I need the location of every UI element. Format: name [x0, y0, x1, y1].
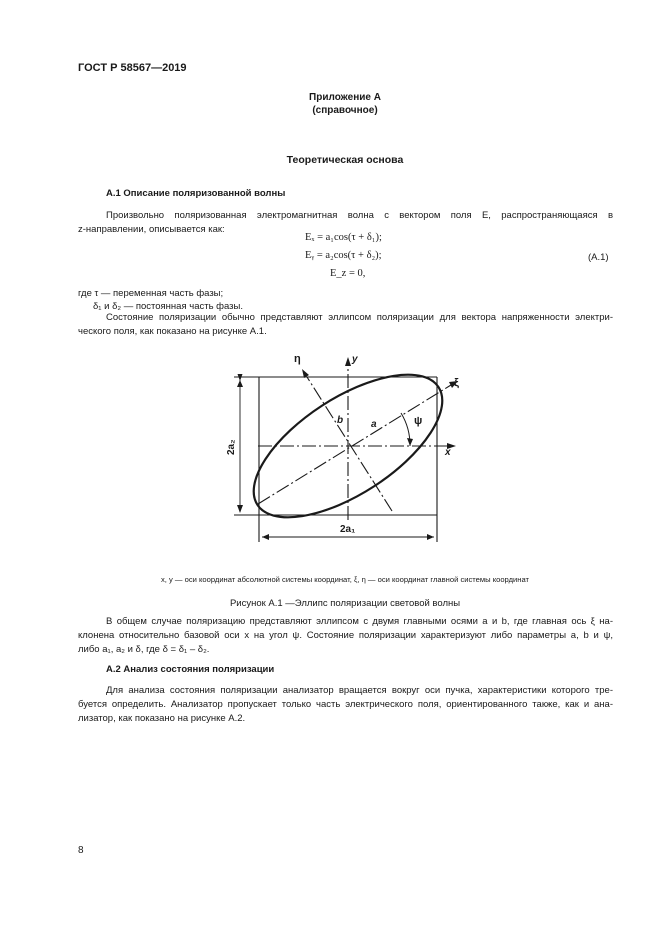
dim-2a2-arrow-top	[237, 380, 243, 387]
para3-line3: либо a₁, a₂ и δ, где δ = δ₁ – δ₂.	[78, 644, 210, 655]
y-axis-arrowhead	[345, 357, 351, 366]
a1-intro-line2: z-направлении, описывается как:	[78, 224, 225, 235]
appendix-subtitle: (справочное)	[312, 105, 378, 116]
section-a2-heading: А.2 Анализ состояния поляризации	[106, 664, 275, 675]
figure-caption: Рисунок А.1 —Эллипс поляризации световой волны	[229, 598, 461, 609]
equation-number: (А.1)	[588, 252, 609, 263]
a2-line2: буется определить. Анализатор пропускает только часть электрического поля, ориентированного также, как и ана-	[78, 699, 613, 710]
standard-header: ГОСТ Р 58567—2019	[78, 62, 187, 74]
equation-ez: E_z = 0,	[330, 268, 366, 279]
dim-2a2-arrow-bottom	[237, 505, 243, 512]
psi-arc-arrowhead	[407, 438, 413, 446]
section-title: Теоретическая основа	[286, 154, 404, 166]
label-2a1: 2a₁	[340, 524, 356, 535]
appendix-title: Приложение А	[309, 92, 381, 103]
section-a1-heading: А.1 Описание поляризованной волны	[106, 188, 286, 199]
label-eta: η	[294, 353, 301, 365]
label-xi: ξ	[454, 377, 459, 389]
label-psi: ψ	[414, 415, 423, 427]
a1-intro-line1: Произвольно поляризованная электромагнитная волна с вектором поля E, распространяющаяся в	[106, 210, 613, 221]
a1-para2-line1: Состояние поляризации обычно представляют эллипсом поляризации для вектора напряженности электри-	[106, 312, 613, 323]
label-y: y	[352, 354, 358, 365]
eta-axis	[307, 377, 392, 511]
dim-2a1-arrow-left	[262, 534, 269, 540]
label-x: x	[445, 447, 451, 458]
a2-line1: Для анализа состояния поляризации анализатор вращается вокруг оси пучка, характеристики которого тре-	[106, 685, 613, 696]
label-a: a	[371, 419, 377, 430]
a2-para	[78, 684, 613, 726]
label-b: b	[337, 415, 344, 426]
a1-para2-line2: ческого поля, как показано на рисунке А.1.	[78, 326, 267, 337]
figure-legend: x, y — оси координат абсолютной системы координат, ξ, η — оси координат главной системы координат	[160, 575, 529, 584]
para3-line2: клонена относительно базовой оси x на угол ψ. Состояние поляризации характеризуют либо параметры a, b и ψ,	[78, 630, 613, 641]
a2-line3: лизатор, как показано на рисунке А.2.	[78, 713, 246, 724]
where-delta: δ₁ и δ₂ — постоянная часть фазы.	[93, 301, 243, 312]
equation-ey: Eᵧ = a₂cos(τ + δ₂);	[305, 250, 382, 261]
page-number: 8	[78, 845, 84, 856]
para3-line1: В общем случае поляризацию представляют эллипсом с двумя главными осями a и b, где главная ось ξ на-	[106, 616, 613, 627]
equation-ex: Eₓ = a₁cos(τ + δ₁);	[305, 232, 382, 243]
label-2a2: 2a₂	[226, 439, 237, 455]
dim-2a1-arrow-right	[427, 534, 434, 540]
where-tau: где τ — переменная часть фазы;	[78, 288, 224, 299]
para-ellipse-axes	[78, 615, 613, 657]
